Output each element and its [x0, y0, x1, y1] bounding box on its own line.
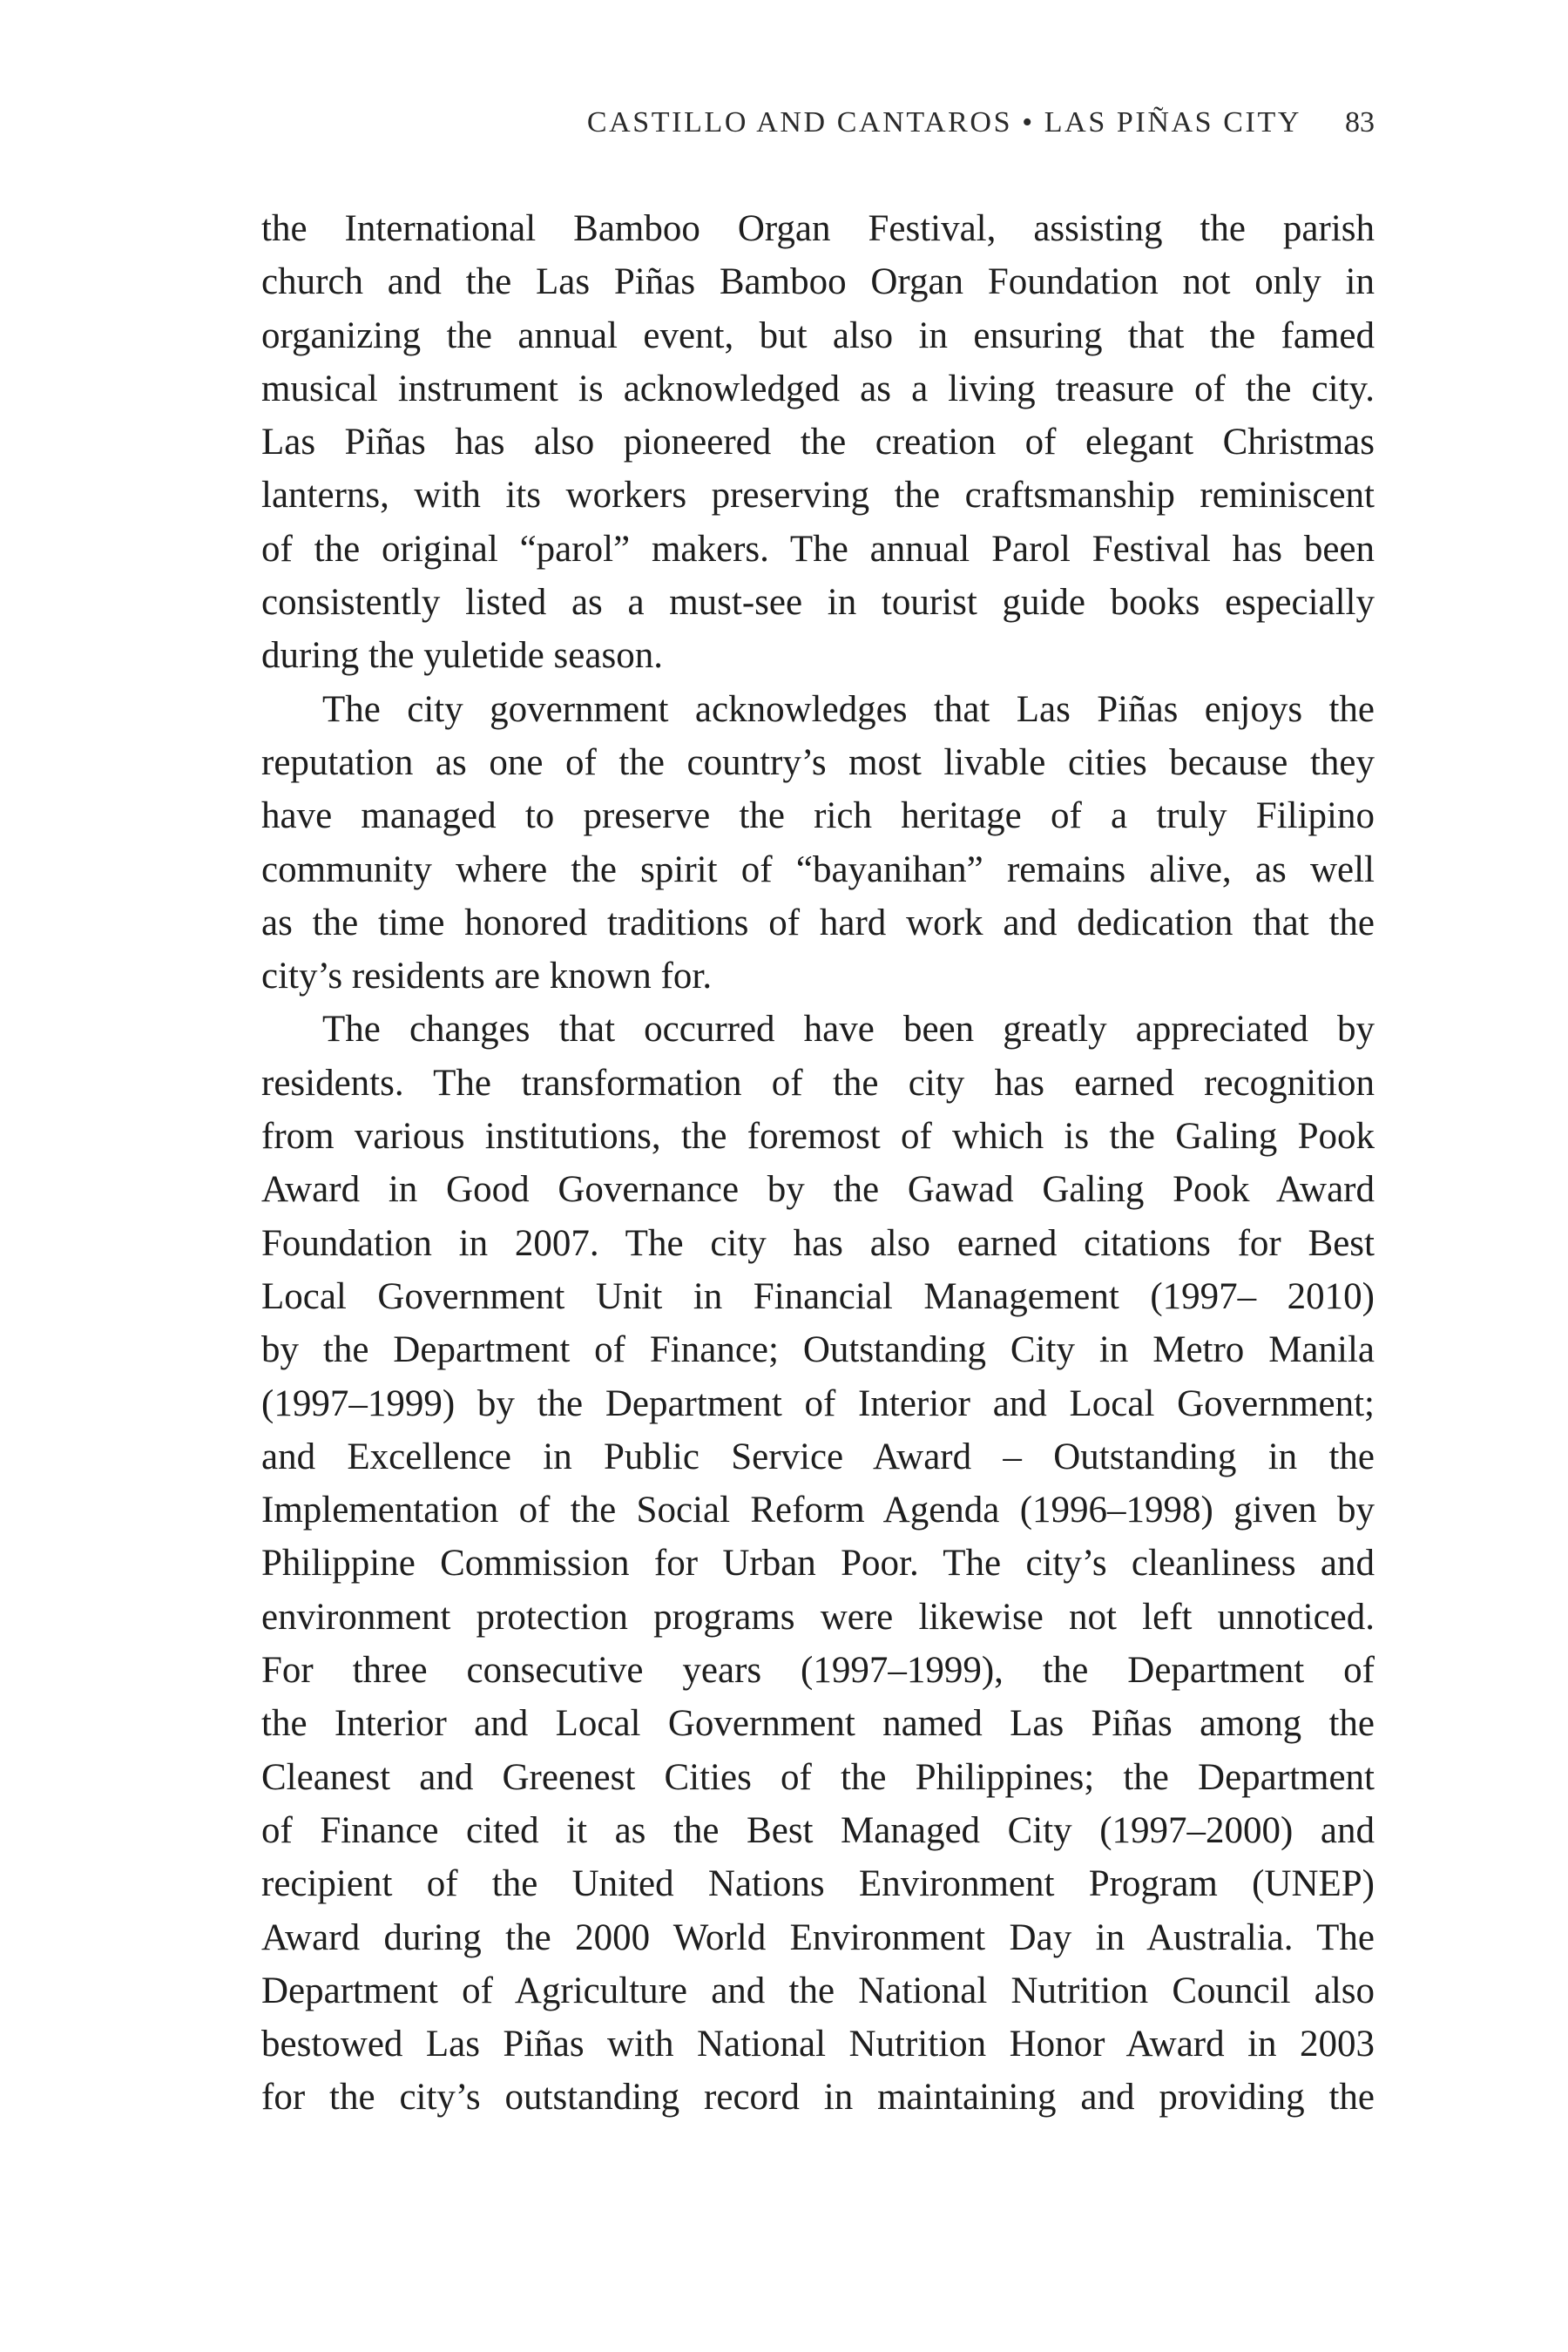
- text-line: reputation as one of the country’s most livable cities because they: [261, 741, 1375, 783]
- text-line: recipient of the United Nations Environment Program (UNEP): [261, 1863, 1375, 1905]
- text-line: for the city’s outstanding record in maintaining and providing the: [261, 2077, 1375, 2119]
- text-line: the International Bamboo Organ Festival, assisting the parish: [261, 208, 1375, 249]
- text-line: musical instrument is acknowledged as a living treasure of the city.: [261, 368, 1375, 409]
- text-line: The city government acknowledges that Las Piñas enjoys the: [322, 688, 1375, 730]
- text-line: Philippine Commission for Urban Poor. The city’s cleanliness and: [261, 1543, 1375, 1585]
- text-line: community where the spirit of “bayanihan” remains alive, as well: [261, 848, 1375, 890]
- text-line: environment protection programs were likewise not left unnoticed.: [261, 1596, 1375, 1638]
- text-line: (1997–1999) by the Department of Interior and Local Government;: [261, 1382, 1375, 1424]
- text-line: consistently listed as a must-see in tourist guide books especially: [261, 582, 1375, 624]
- text-line: residents. The transformation of the city has earned recognition: [261, 1062, 1375, 1104]
- text-line: lanterns, with its workers preserving the craftsmanship reminiscent: [261, 475, 1375, 517]
- text-line: have managed to preserve the rich heritage of a truly Filipino: [261, 795, 1375, 837]
- text-line: Department of Agriculture and the National Nutrition Council also: [261, 1970, 1375, 2011]
- text-line: as the time honored traditions of hard work and dedication that the: [261, 902, 1375, 943]
- running-title: CASTILLO AND CANTAROS • LAS PIÑAS CITY: [586, 106, 1301, 139]
- text-line: from various institutions, the foremost of which is the Galing Pook: [261, 1116, 1375, 1158]
- text-line: city’s residents are known for.: [261, 956, 713, 997]
- text-line: The changes that occurred have been greatly appreciated by: [322, 1009, 1375, 1051]
- text-line: Las Piñas has also pioneered the creation of elegant Christmas: [261, 422, 1375, 463]
- text-line: Foundation in 2007. The city has also earned citations for Best: [261, 1222, 1375, 1264]
- text-line: Implementation of the Social Reform Agenda (1996–1998) given by: [261, 1490, 1375, 1531]
- text-line: and Excellence in Public Service Award – Outstanding in the: [261, 1436, 1375, 1477]
- paragraph-3: [261, 1003, 1375, 2124]
- text-line: bestowed Las Piñas with National Nutrition Honor Award in 2003: [261, 2024, 1375, 2065]
- text-line: the Interior and Local Government named Las Piñas among the: [261, 1703, 1375, 1745]
- text-line: Award during the 2000 World Environment Day in Australia. The: [261, 1916, 1375, 1958]
- text-line: Local Government Unit in Financial Management (1997– 2010): [261, 1275, 1375, 1317]
- text-line: Award in Good Governance by the Gawad Galing Pook Award: [261, 1169, 1375, 1211]
- page-number: 83: [1345, 106, 1375, 139]
- body-text: [261, 202, 1375, 2125]
- text-line: organizing the annual event, but also in ensuring that the famed: [261, 314, 1375, 356]
- text-line: For three consecutive years (1997–1999), the Department of: [261, 1650, 1375, 1692]
- text-line: church and the Las Piñas Bamboo Organ Foundation not only in: [261, 261, 1375, 303]
- text-line: Cleanest and Greenest Cities of the Philippines; the Department: [261, 1756, 1375, 1798]
- paragraph-1: [261, 202, 1375, 683]
- running-head: [261, 106, 1375, 148]
- text-line: of Finance cited it as the Best Managed City (1997–2000) and: [261, 1809, 1375, 1851]
- paragraph-2: [261, 683, 1375, 1004]
- text-line: of the original “parol” makers. The annual Parol Festival has been: [261, 528, 1375, 570]
- text-line: during the yuletide season.: [261, 635, 663, 677]
- text-line: by the Department of Finance; Outstanding City in Metro Manila: [261, 1329, 1375, 1371]
